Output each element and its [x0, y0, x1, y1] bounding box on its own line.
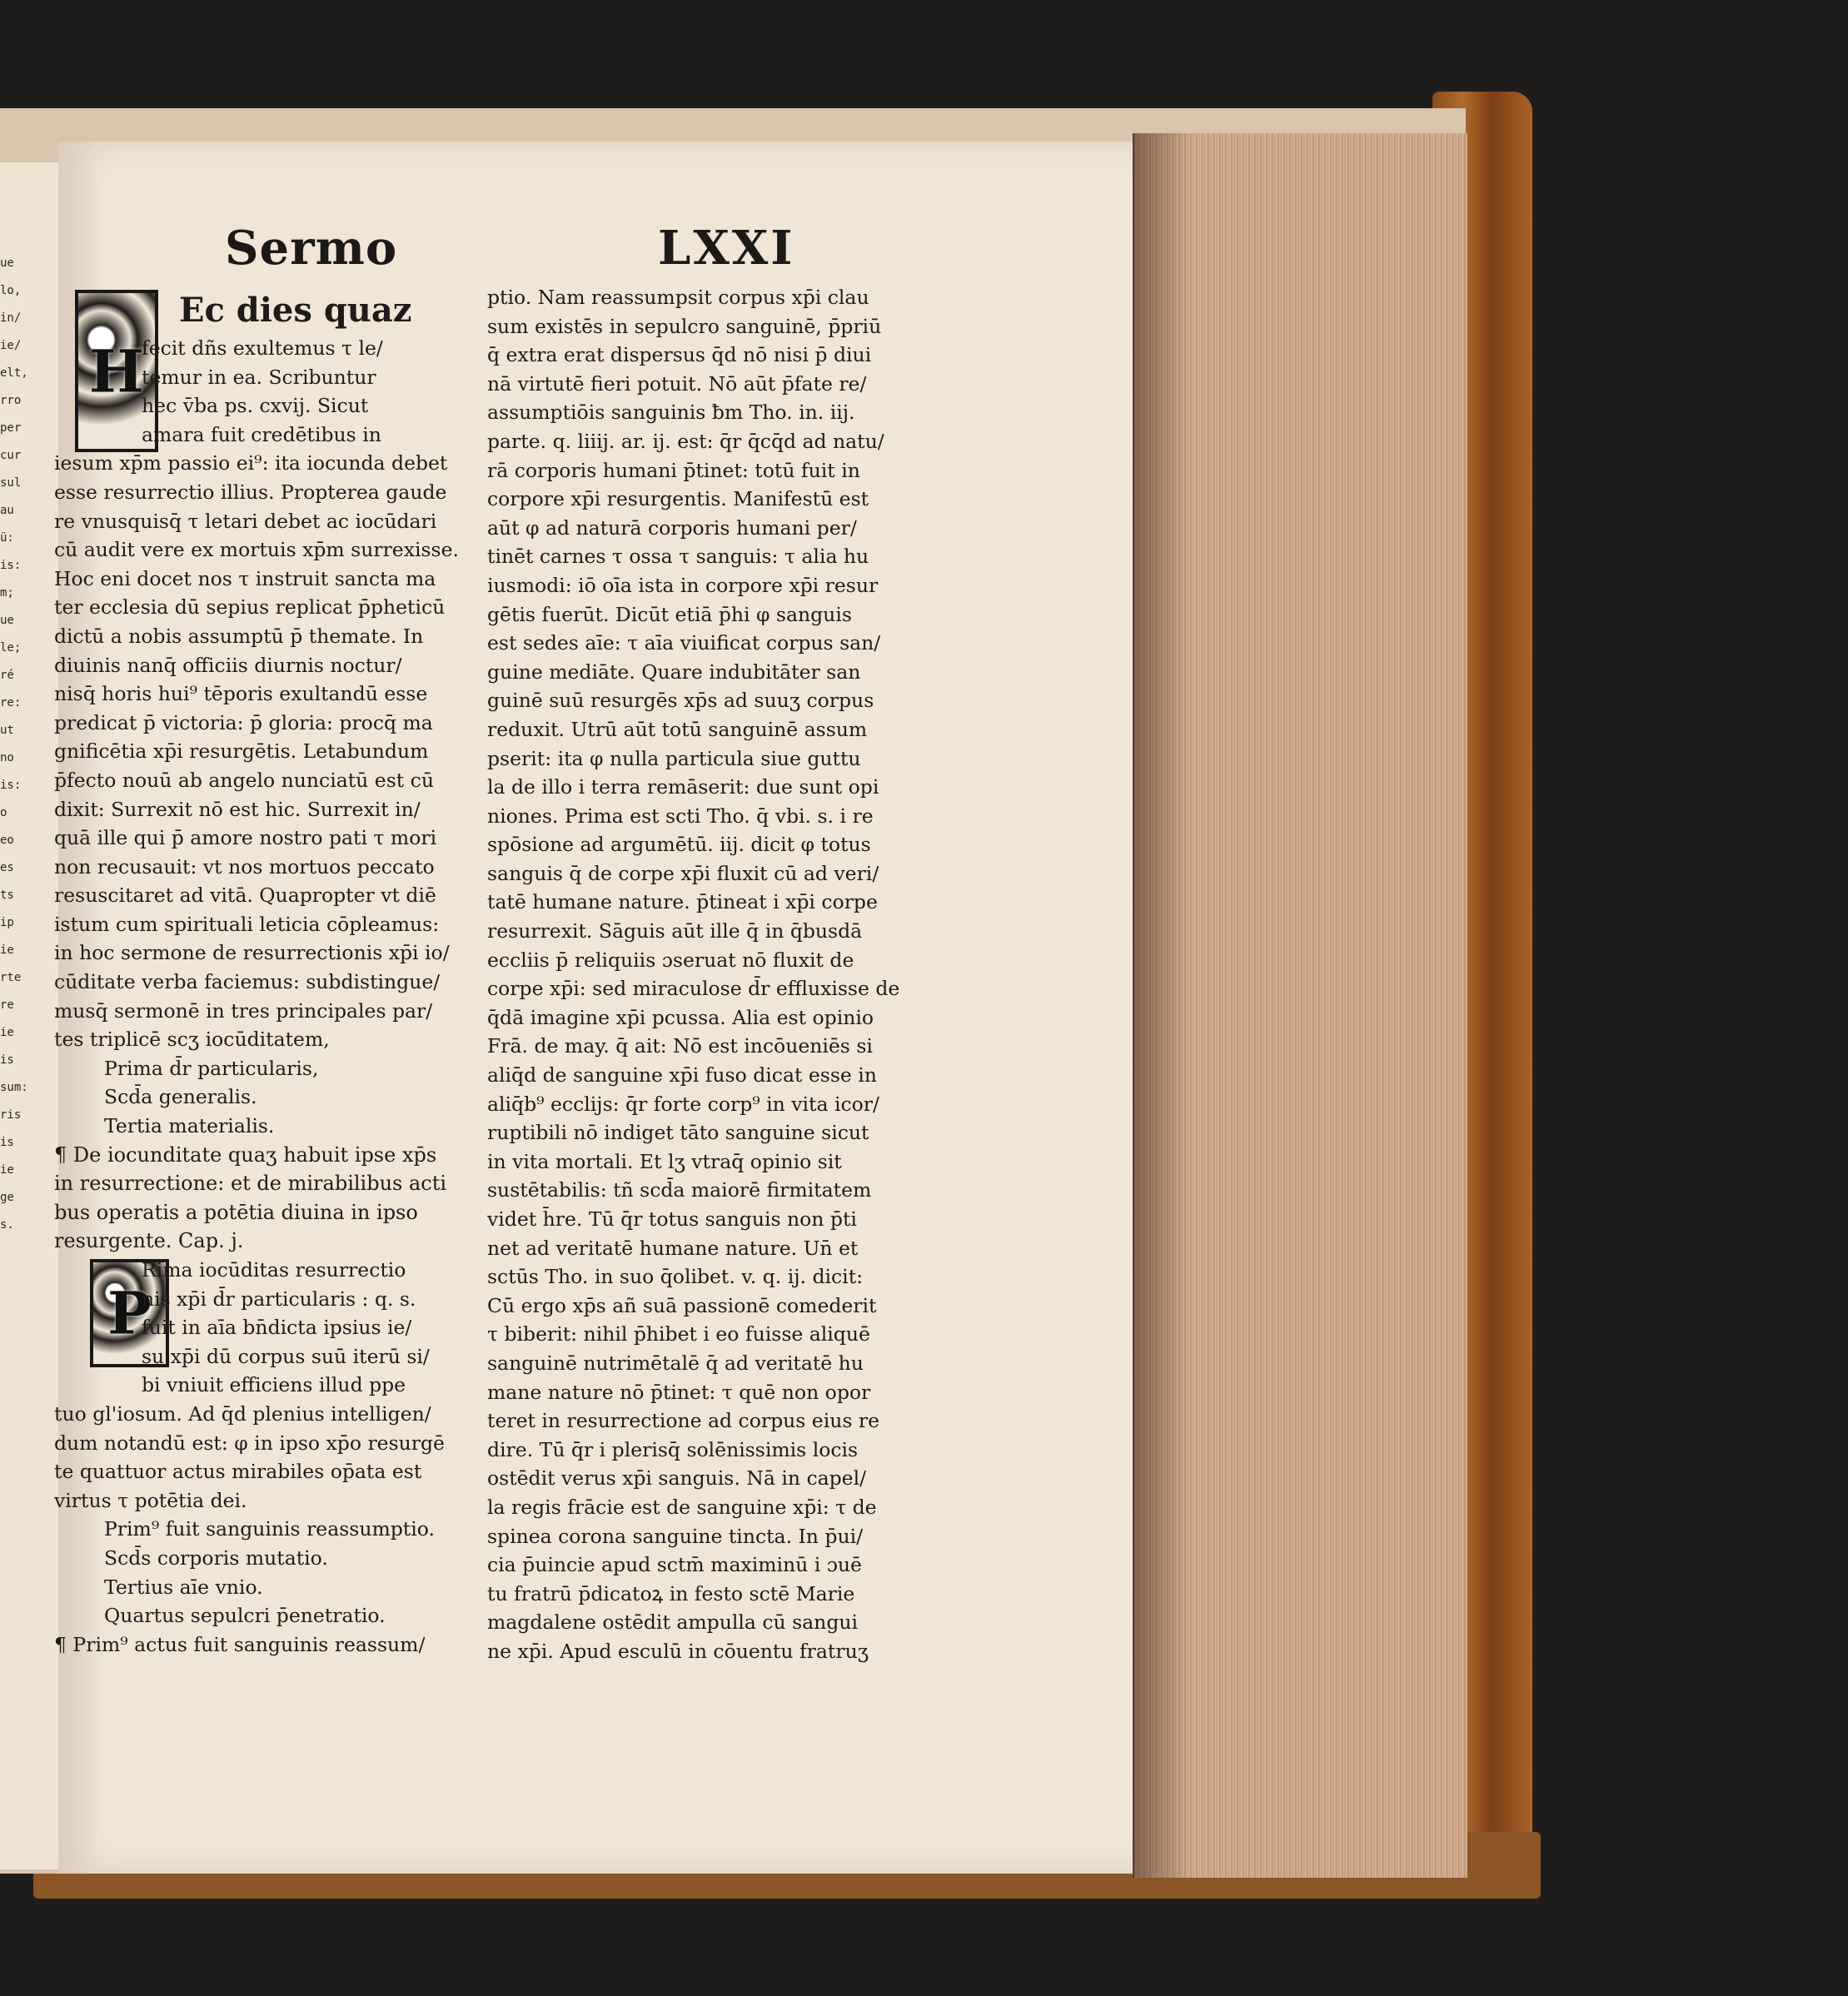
text-line: Cū ergo xp̄s añ suā passionē comederit [487, 1293, 877, 1317]
page-header [225, 221, 795, 287]
margin-fragment: in/ [0, 311, 22, 325]
text-line: fuit in aīa bn̄dicta ipsius ie/ [142, 1316, 412, 1340]
text-line: sum existēs in sepulcro sanguinē, p̄priū [487, 314, 882, 338]
text-line: nā virtutē fieri potuit. Nō aūt p̄fate re/ [487, 371, 867, 396]
text-line: est sedes aīe: τ aīa viuificat corpus san/ [487, 631, 881, 655]
margin-fragment: elt, [0, 366, 28, 380]
text-line: q̄ extra erat dispersus q̄d nō nisi p̄ diui [487, 343, 872, 367]
text-line: Rima iocūditas resurrectio [142, 1258, 406, 1282]
margin-fragment: ie [0, 943, 14, 957]
decorated-initial-h: H [75, 290, 158, 452]
text-line: parte. q. liiij. ar. ij. est: q̄r q̄cq̄d ad natu/ [487, 429, 884, 453]
text-line: non recusauit: vt nos mortuos peccato [54, 854, 435, 879]
text-line: guine mediāte. Quare indubitāter san [487, 660, 861, 684]
text-line: guinē suū resurgēs xp̄s ad suuʒ corpus [487, 689, 874, 713]
text-line: diuinis nanq̄ officiis diurnis noctur/ [54, 653, 402, 677]
text-line: esse resurrectio illius. Propterea gaude [54, 480, 447, 504]
text-line: q̄dā imagine xp̄i pcussa. Alia est opinio [487, 1005, 874, 1029]
margin-fragment: ip [0, 916, 14, 929]
text-line: sctūs Tho. in suo q̄olibet. v. q. ij. dicit: [487, 1265, 864, 1289]
margin-fragment: sul [0, 476, 22, 490]
text-line: reduxit. Utrū aūt totū sanguinē assum [487, 717, 868, 741]
act-item: Tertius aīe vnio. [104, 1575, 263, 1599]
text-line: ptio. Nam reassumpsit corpus xp̄i clau [487, 286, 869, 309]
running-head: Sermo [225, 221, 398, 276]
margin-fragment: cur [0, 449, 22, 462]
text-line: aliq̄d de sanguine xp̄i fuso dicat esse in [487, 1063, 877, 1088]
text-line: su xp̄i dū corpus suū iterū si/ [142, 1344, 430, 1368]
text-line: dixit: Surrexit nō est hic. Surrexit in/ [54, 797, 421, 821]
margin-fragment: sum: [0, 1081, 28, 1094]
margin-fragment: is [0, 1053, 14, 1067]
text-line: assumptiōis sanguinis ƀm Tho. in. iij. [487, 401, 855, 425]
text-line: re vnusquisq̄ τ letari debet ac iocūdari [54, 509, 437, 533]
margin-fragment: eo [0, 834, 14, 847]
text-line: cūditate verba faciemus: subdistingue/ [54, 970, 441, 994]
text-line: tes triplicē scʒ iocūditatem, [54, 1028, 330, 1052]
text-line: temur in ea. Scribuntur [142, 365, 376, 389]
margin-fragment: ie/ [0, 339, 22, 352]
text-line: istum cum spirituali leticia cōpleamus: [54, 912, 440, 936]
text-line: net ad veritatē humane nature. Un̄ et [487, 1236, 859, 1260]
text-line: la regis frācie est de sanguine xp̄i: τ de [487, 1495, 877, 1519]
act-item: Prim⁹ fuit sanguinis reassumptio. [104, 1517, 435, 1541]
chapter-heading-line: in resurrectione: et de mirabilibus acti [54, 1172, 447, 1196]
text-line: bi vniuit efficiens illud ppe [142, 1373, 406, 1397]
text-line: cū audit vere ex mortuis xp̄m surrexisse. [54, 538, 459, 562]
text-line: sanguinē nutrimētalē q̄ ad veritatē hu [487, 1351, 864, 1375]
margin-fragment: ie [0, 1026, 14, 1039]
text-line: predicat p̄ victoria: p̄ gloria: procq̄ ma [54, 710, 433, 734]
text-line: corpe xp̄i: sed miraculose d̄r effluxisse de [487, 977, 900, 1001]
text-line: Hoc eni docet nos τ instruit sancta ma [54, 566, 436, 590]
margin-fragment: rte [0, 971, 22, 984]
text-line: ¶ Prim⁹ actus fuit sanguinis reassum/ [54, 1632, 426, 1656]
margin-fragment: lo, [0, 284, 22, 297]
text-line: corpore xp̄i resurgentis. Manifestū est [487, 487, 869, 511]
text-line: quā ille qui p̄ amore nostro pati τ mori [54, 826, 437, 850]
margin-fragment: au [0, 504, 14, 517]
text-line: musq̄ sermonē in tres principales par/ [54, 998, 433, 1023]
text-line: in vita mortali. Et lʒ vtraq̄ opinio sit [487, 1149, 842, 1173]
margin-fragment: is: [0, 559, 22, 572]
text-line: mane nature nō p̄tinet: τ quē non opor [487, 1380, 871, 1404]
text-line: resurrexit. Sāguis aūt ille q̄ in q̄busdā [487, 919, 863, 943]
text-line: pserit: ita φ nulla particula siue guttu [487, 746, 861, 770]
text-line: fecit dñs exultemus τ le/ [142, 336, 383, 360]
text-line: dum notandū est: φ in ipso xp̄o resurgē [54, 1431, 445, 1455]
text-line: nis xp̄i d̄r particularis : q. s. [142, 1287, 416, 1311]
text-line: dictū a nobis assumptū p̄ themate. In [54, 624, 424, 648]
margin-fragment: s. [0, 1218, 14, 1232]
text-line: cia p̄uincie apud sctm̄ maximinū i ɔuē [487, 1553, 862, 1577]
text-line: ostēdit verus xp̄i sanguis. Nā in capel/ [487, 1466, 867, 1491]
text-line: virtus τ potētia dei. [54, 1488, 247, 1512]
fore-edge-shadow [1133, 133, 1191, 1878]
margin-fragment: ue [0, 256, 14, 270]
text-line: niones. Prima est scti Tho. q̄ vbi. s. i re [487, 804, 874, 828]
decorated-initial-p: P [90, 1259, 169, 1367]
chapter-heading-line: resurgente. Cap. j. [54, 1229, 244, 1253]
text-line: tu fratrū p̄dicatoꝝ in festo sctē Marie [487, 1581, 855, 1605]
text-line: sustētabilis: tñ scd̄a maiorē firmitatem [487, 1178, 872, 1202]
division-item: Prima d̄r particularis, [104, 1056, 319, 1080]
margin-fragment: o [0, 806, 7, 819]
text-line: tinēt carnes τ ossa τ sanguis: τ alia hu [487, 545, 869, 569]
margin-fragment: le; [0, 641, 22, 655]
text-line: teret in resurrectione ad corpus eius re [487, 1409, 880, 1433]
text-line: gētis fuerūt. Dicūt etiā p̄hi φ sanguis [487, 602, 852, 626]
margin-fragment: is [0, 1136, 14, 1149]
text-line: eccliis p̄ reliquiis ɔseruat nō fluxit de [487, 948, 854, 972]
text-line: ruptibili nō indiget tāto sanguine sicut [487, 1121, 869, 1145]
division-item: Tertia materialis. [104, 1114, 275, 1138]
division-item: Scd̄a generalis. [104, 1085, 257, 1109]
margin-fragment: no [0, 751, 14, 764]
text-line: spinea corona sanguine tincta. In p̄ui/ [487, 1524, 864, 1548]
margin-fragment: ge [0, 1191, 14, 1204]
text-line: tatē humane nature. p̄tineat i xp̄i corpe [487, 890, 878, 914]
text-line: nisq̄ horis hui⁹ tēporis exultandū esse [54, 682, 428, 706]
text-line: ne xp̄i. Apud esculū in cōuentu fratruʒ [487, 1639, 869, 1663]
text-line: aliq̄b⁹ ecclijs: q̄r forte corp⁹ in vita icor/ [487, 1092, 879, 1116]
margin-fragment: ie [0, 1163, 14, 1177]
margin-fragment: is: [0, 779, 22, 792]
folio-number: LXXI [658, 221, 795, 276]
text-line: in hoc sermone de resurrectionis xp̄i io/ [54, 941, 450, 965]
text-line: resuscitaret ad vitā. Quapropter vt diē [54, 884, 436, 908]
text-line: iesum xp̄m passio ei⁹: ita iocunda debet [54, 451, 448, 475]
margin-fragment: per [0, 421, 22, 435]
text-line: rā corporis humani p̄tinet: totū fuit in [487, 458, 860, 482]
text-line: tuo gl'iosum. Ad q̄d plenius intelligen/ [54, 1401, 431, 1426]
text-line: gnificētia xp̄i resurgētis. Letabundum [54, 739, 429, 764]
act-item: Quartus sepulcri p̄enetratio. [104, 1604, 386, 1628]
margin-fragment: ts [0, 888, 14, 902]
margin-fragment: rro [0, 394, 22, 407]
chapter-heading-line: bus operatis a potētia diuina in ipso [54, 1200, 418, 1224]
margin-fragment: ré [0, 669, 14, 682]
text-line: p̄fecto nouū ab angelo nunciatū est cū [54, 768, 434, 792]
text-line: aūt φ ad naturā corporis humani per/ [487, 515, 857, 540]
left-page-margin-text [0, 250, 28, 1665]
margin-fragment: ü: [0, 531, 14, 545]
text-line: te quattuor actus mirabiles op̄ata est [54, 1460, 422, 1484]
text-line: la de illo i terra remāserit: due sunt opi [487, 775, 879, 799]
chapter-heading-line: ¶ De iocunditate quaʒ habuit ipse xp̄s [54, 1142, 437, 1167]
margin-fragment: m; [0, 586, 14, 600]
margin-fragment: ut [0, 724, 14, 737]
left-text-column [54, 287, 479, 1659]
text-line: magdalene ostēdit ampulla cū sangui [487, 1610, 859, 1635]
text-line: spōsione ad argumētū. iij. dicit φ totus [487, 833, 871, 857]
text-line: videt h̄re. Tū q̄r totus sanguis non p̄ti [487, 1207, 857, 1231]
act-item: Scd̄s corporis mutatio. [104, 1546, 328, 1570]
text-line: sanguis q̄ de corpe xp̄i fluxit cū ad veri/ [487, 861, 879, 885]
margin-fragment: re: [0, 696, 22, 709]
margin-fragment: ue [0, 614, 14, 627]
opening-line: Ec dies quaz [179, 291, 412, 330]
text-line: amara fuit credētibus in [142, 422, 381, 446]
right-text-column [487, 283, 941, 1666]
text-line: hec v̄ba ps. cxvij. Sicut [142, 394, 369, 418]
text-line: iusmodi: iō oīa ista in corpore xp̄i resur [487, 573, 879, 597]
margin-fragment: re [0, 998, 14, 1012]
text-line: ter ecclesia dū sepius replicat p̄pheticū [54, 595, 446, 620]
text-line: Frā. de may. q̄ ait: Nō est incōueniēs si [487, 1034, 873, 1058]
margin-fragment: ris [0, 1108, 22, 1122]
text-line: τ biberit: nihil p̄hibet i eo fuisse aliquē [487, 1322, 870, 1346]
text-line: dire. Tū q̄r i plerisq̄ solēnissimis locis [487, 1437, 859, 1461]
margin-fragment: es [0, 861, 14, 874]
